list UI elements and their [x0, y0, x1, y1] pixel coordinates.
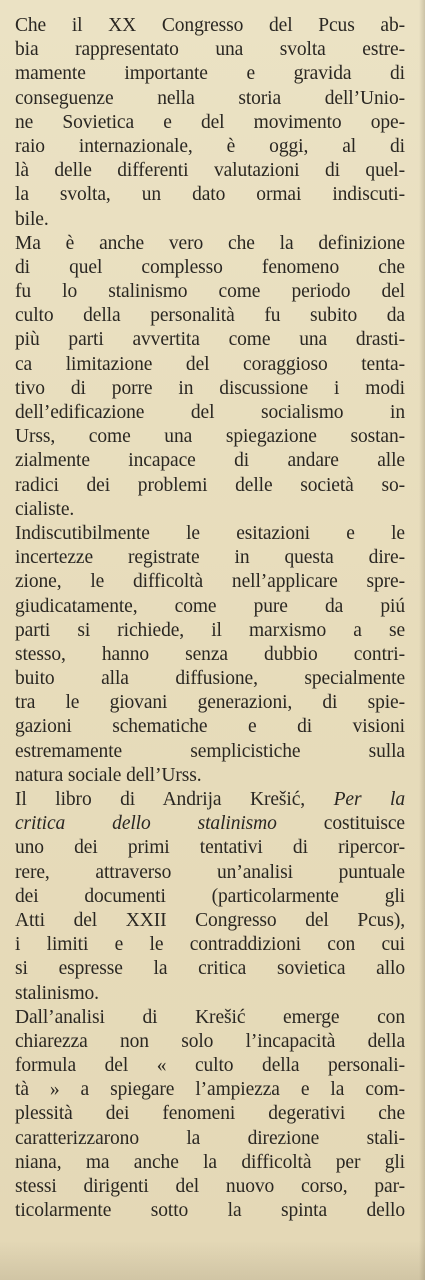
text-line: chiarezza non solo l’incapacità della: [15, 1030, 405, 1052]
text-line: là delle differenti valutazioni di quel-: [15, 160, 405, 182]
paragraph-4: [15, 788, 405, 1006]
text-line: bia rappresentato una svolta estre-: [15, 39, 405, 61]
text-line: mamente importante e gravida di: [15, 63, 405, 85]
text-line: bile.: [15, 208, 49, 230]
text-segment: Il libro di Andrija Krešić,: [15, 789, 334, 810]
text-line: dei documenti (particolarmente gli: [15, 885, 405, 907]
text-line: dell’edificazione del socialismo in: [15, 402, 405, 423]
text-line: Che il XX Congresso del Pcus ab-: [15, 15, 405, 36]
text-line: fu lo stalinismo come periodo del: [15, 281, 405, 303]
text-line: zialmente incapace di andare alle: [15, 450, 405, 472]
text-line: rere, attraverso un’analisi puntuale: [15, 861, 405, 883]
text-line: buito alla diffusione, specialmente: [15, 668, 405, 690]
text-line: gazioni schematiche e di visioni: [15, 716, 405, 738]
paragraph-3: [15, 522, 405, 788]
text-line: caratterizzarono la direzione stali-: [15, 1127, 405, 1149]
book-title-italic: Per la: [333, 789, 405, 810]
paragraph-2: [15, 232, 405, 522]
text-line: conseguenze nella storia dell’Unio-: [15, 87, 405, 109]
text-line: la svolta, un dato ormai indiscuti-: [15, 184, 405, 206]
text-line: di quel complesso fenomeno che: [15, 256, 405, 278]
text-line: tivo di porre in discussione i modi: [15, 377, 405, 399]
paragraph-5: [15, 1006, 405, 1224]
text-line: raio internazionale, è oggi, al di: [15, 135, 405, 157]
text-line: si espresse la critica sovietica allo: [15, 958, 405, 980]
text-line: ca limitazione del coraggioso tenta-: [15, 353, 405, 375]
page-edge-shadow: [419, 0, 425, 1280]
text-line: incertezze registrate in questa dire-: [15, 547, 405, 569]
text-line: ticolarmente sotto la spinta dello: [15, 1200, 405, 1222]
text-line: stalinismo.: [15, 982, 99, 1004]
text-line: plessità dei fenomeni degerativi che: [15, 1103, 405, 1125]
text-line: zione, le difficoltà nell’applicare spre-: [15, 571, 405, 593]
text-line: tà » a spiegare l’ampiezza e la com-: [15, 1079, 405, 1101]
text-line: Dall’analisi di Krešić emerge con: [15, 1006, 405, 1028]
text-line: natura sociale dell’Urss.: [15, 764, 202, 786]
text-line: radici dei problemi delle società so-: [15, 474, 405, 496]
text-line: giudicatamente, come pure da piú: [15, 595, 405, 617]
text-line: culto della personalità fu subito da: [15, 305, 405, 327]
text-line: parti si richiede, il marxismo a se: [15, 619, 405, 641]
text-line: tra le giovani generazioni, di spie-: [15, 692, 405, 714]
text-line: stesso, hanno senza dubbio contri-: [15, 643, 405, 665]
text-line: [15, 788, 405, 812]
text-line: Urss, come una spiegazione sostan-: [15, 426, 405, 448]
page-bottom-shade: [0, 1240, 425, 1280]
text-line: uno dei primi tentativi di ripercor-: [15, 837, 405, 859]
text-line: [15, 812, 405, 836]
text-line: niana, ma anche la difficoltà per gli: [15, 1151, 405, 1173]
text-line: formula del « culto della personali-: [15, 1055, 405, 1077]
text-line: più parti avvertita come una drasti-: [15, 329, 405, 351]
text-line: i limiti e le contraddizioni con cui: [15, 934, 405, 956]
text-line: ne Sovietica e del movimento ope-: [15, 111, 405, 133]
text-line: Indiscutibilmente le esitazioni e le: [15, 522, 405, 544]
text-segment: costituisce: [276, 813, 405, 835]
text-line: estremamente semplicistiche sulla: [15, 740, 405, 762]
text-line: Ma è anche vero che la definizione: [15, 232, 405, 254]
book-title-italic: critica dello stalinismo: [15, 813, 277, 835]
text-line: stessi dirigenti del nuovo corso, par-: [15, 1176, 405, 1197]
text-line: Atti del XXII Congresso del Pcus),: [15, 909, 405, 931]
paragraph-1: [15, 14, 405, 232]
text-line: cialiste.: [15, 498, 75, 520]
